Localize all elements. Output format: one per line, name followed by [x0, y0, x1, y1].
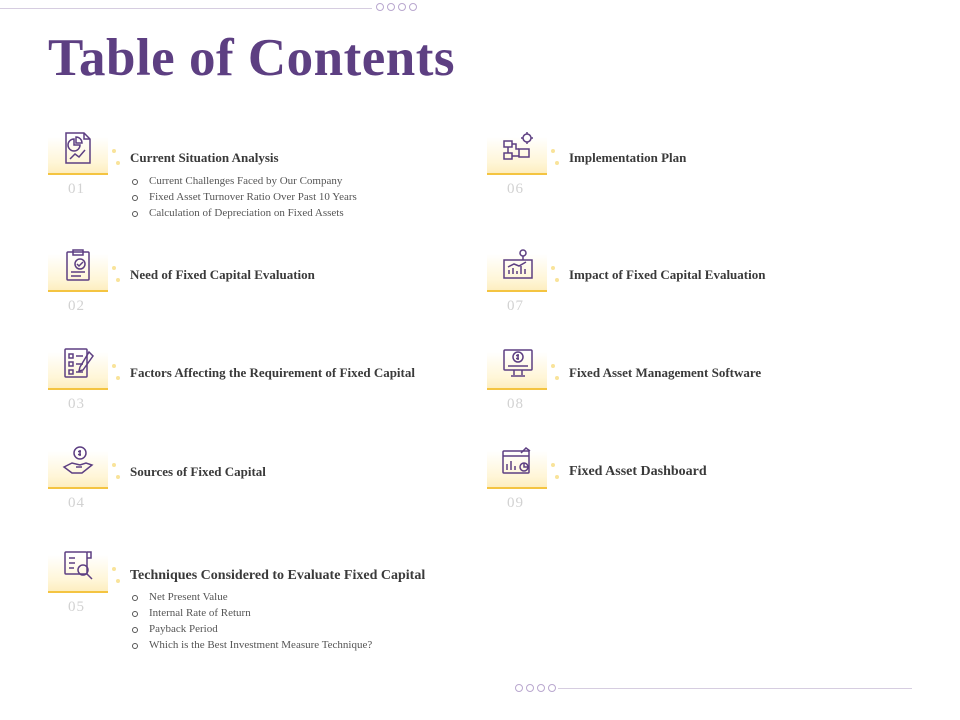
sub-list	[130, 173, 357, 221]
item-heading: Techniques Considered to Evaluate Fixed Capital	[130, 568, 426, 583]
sub-item: Current Challenges Faced by Our Company	[130, 173, 357, 189]
item-number: 08	[507, 396, 524, 412]
item-number: 02	[68, 298, 85, 314]
clipboard-evaluation-icon	[62, 248, 96, 282]
bottom-divider-line	[558, 688, 912, 689]
item-heading: Fixed Asset Dashboard	[569, 464, 707, 479]
analysis-report-icon	[62, 131, 96, 165]
bar-chart-board-icon	[501, 248, 535, 282]
bottom-dots-ornament	[515, 684, 556, 692]
item-heading: Implementation Plan	[569, 150, 687, 165]
item-heading: Need of Fixed Capital Evaluation	[130, 267, 315, 282]
sub-list	[130, 589, 372, 653]
item-heading: Impact of Fixed Capital Evaluation	[569, 267, 766, 282]
money-hand-icon	[62, 445, 96, 479]
item-heading: Current Situation Analysis	[130, 150, 279, 165]
item-heading: Sources of Fixed Capital	[130, 464, 266, 479]
item-number: 04	[68, 495, 85, 511]
item-number: 03	[68, 396, 85, 412]
sub-item: Payback Period	[130, 621, 372, 637]
sub-item: Internal Rate of Return	[130, 605, 372, 621]
item-number: 05	[68, 599, 85, 615]
top-dots-ornament	[376, 3, 417, 11]
sub-item: Which is the Best Investment Measure Technique?	[130, 637, 372, 653]
dashboard-chart-icon	[501, 445, 535, 479]
item-number: 07	[507, 298, 524, 314]
item-heading: Fixed Asset Management Software	[569, 365, 762, 380]
checklist-icon	[62, 346, 96, 380]
sub-item: Fixed Asset Turnover Ratio Over Past 10 Years	[130, 189, 357, 205]
monitor-dollar-icon	[501, 346, 535, 380]
item-heading: Factors Affecting the Requirement of Fixed Capital	[130, 365, 415, 380]
item-number: 01	[68, 181, 85, 197]
flowchart-gear-icon	[501, 131, 535, 165]
sub-item: Net Present Value	[130, 589, 372, 605]
top-divider-line	[0, 8, 372, 9]
item-number: 09	[507, 495, 524, 511]
page-title: Table of Contents	[48, 29, 456, 87]
item-number: 06	[507, 181, 524, 197]
sub-item: Calculation of Depreciation on Fixed Assets	[130, 205, 357, 221]
document-search-icon	[62, 549, 96, 583]
